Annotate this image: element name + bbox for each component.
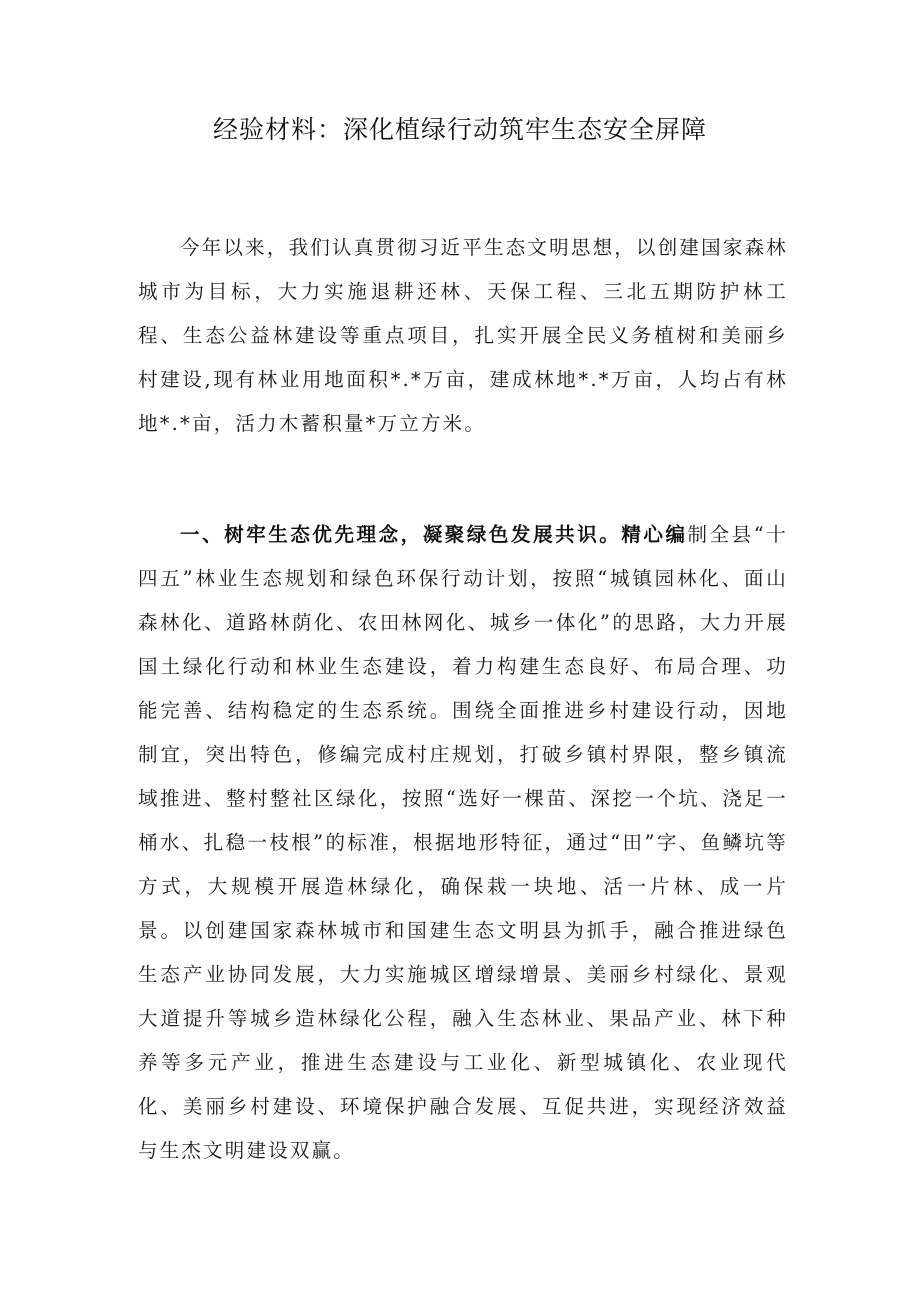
intro-paragraph-text: 今年以来，我们认真贯彻习近平生态文明思想，以创建国家森林城市为目标，大力实施退耕还林、天保工程、三北五期防护林工程、生态公益林建设等重点项目，扎实开展全民义务植树和美丽乡村建设,现有林业用地面积*.*万亩，建成林地*.*万亩，人均占有林地*.*亩，活力木蓄积量*万立方米。 xyxy=(138,236,788,435)
section-one-paragraph xyxy=(138,513,788,1173)
document-title: 经验材料：深化植绿行动筑牢生态安全屏障 xyxy=(212,115,707,144)
section-one-heading: 一、树牢生态优先理念，凝聚绿色发展共识。精心编 xyxy=(180,523,688,546)
section-one-text: 制全县“十四五”林业生态规划和绿色环保行动计划，按照“城镇园林化、面山森林化、道路林荫化、农田林网化、城乡一体化”的思路，大力开展国土绿化行动和林业生态建设，着力构建生态良好、布局合理、功能完善、结构稳定的生态系统。围绕全面推进乡村建设行动，因地制宜，突出特色，修编完成村庄规划，打破乡镇村界限，整乡镇流域推进、整村整社区绿化，按照“选好一棵苗、深挖一个坑、浇足一桶水、扎稳一枝根”的标准，根据地形特征，通过“田”字、鱼鳞坑等方式，大规模开展造林绿化，确保栽一块地、活一片林、成一片景。以创建国家森林城市和国建生态文明县为抓手，融合推进绿色生态产业协同发展，大力实施城区增绿增景、美丽乡村绿化、景观大道提升等城乡造林绿化公程，融入生态林业、果品产业、林下种养等多元产业，推进生态建设与工业化、新型城镇化、农业现代化、美丽乡村建设、环境保护融合发展、互促共进，实现经济效益与生杰文明建设双赢。 xyxy=(138,523,788,1162)
intro-paragraph xyxy=(138,226,788,446)
